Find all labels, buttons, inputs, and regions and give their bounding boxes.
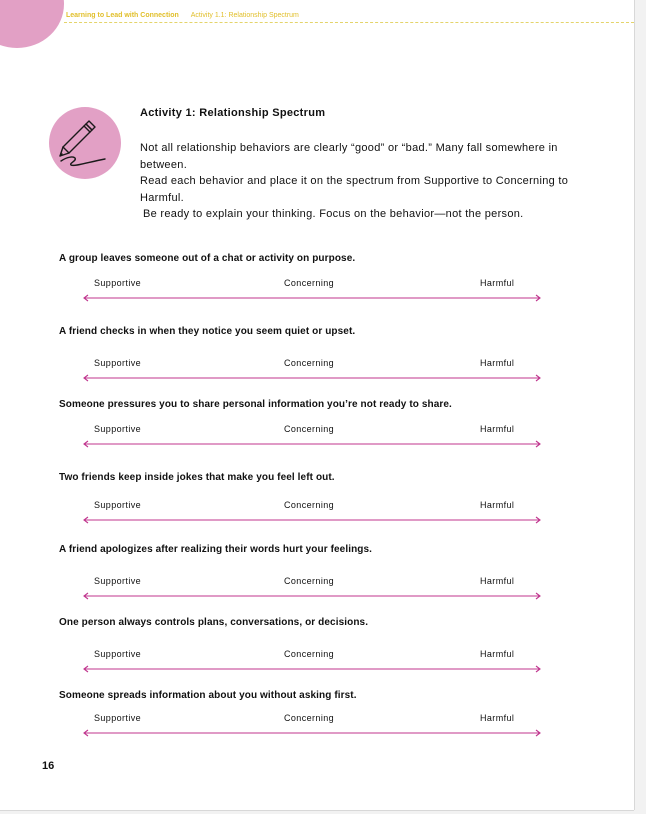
spectrum-line[interactable] — [82, 515, 542, 525]
label-harmful: Harmful — [480, 358, 515, 368]
label-harmful: Harmful — [480, 649, 515, 659]
label-supportive: Supportive — [94, 713, 142, 723]
label-supportive: Supportive — [94, 649, 142, 659]
page-number: 16 — [42, 760, 55, 772]
label-concerning: Concerning — [284, 358, 335, 368]
activity-title: Activity 1: Relationship Spectrum — [140, 107, 326, 119]
header-section: Learning to Lead with Connection — [66, 12, 179, 19]
label-concerning: Concerning — [284, 424, 335, 434]
behavior-statement: Someone pressures you to share personal information you’re not ready to share. — [59, 399, 452, 410]
label-harmful: Harmful — [480, 576, 515, 586]
spectrum-line[interactable] — [82, 373, 542, 383]
label-concerning: Concerning — [284, 649, 335, 659]
behavior-statement: A friend apologizes after realizing their words hurt your feelings. — [59, 544, 373, 555]
behavior-statement: One person always controls plans, conversations, or decisions. — [59, 617, 369, 628]
pencil-icon — [49, 107, 121, 179]
label-supportive: Supportive — [94, 500, 142, 510]
label-harmful: Harmful — [480, 424, 515, 434]
label-harmful: Harmful — [480, 278, 515, 288]
spectrum-line[interactable] — [82, 664, 542, 674]
label-harmful: Harmful — [480, 500, 515, 510]
label-supportive: Supportive — [94, 576, 142, 586]
label-concerning: Concerning — [284, 278, 335, 288]
behavior-statement: A friend checks in when they notice you seem quiet or upset. — [59, 326, 356, 337]
spectrum-line[interactable] — [82, 591, 542, 601]
label-concerning: Concerning — [284, 500, 335, 510]
label-supportive: Supportive — [94, 358, 142, 368]
spectrum-line[interactable] — [82, 439, 542, 449]
label-concerning: Concerning — [284, 576, 335, 586]
spectrum-line[interactable] — [82, 728, 542, 738]
header-rule — [64, 22, 634, 23]
label-harmful: Harmful — [480, 713, 515, 723]
activity-instructions — [140, 140, 580, 223]
behavior-statement: Two friends keep inside jokes that make you feel left out. — [59, 472, 335, 483]
instruction-line: Be ready to explain your thinking. Focus on the behavior—not the person. — [143, 208, 524, 220]
header-activity: Activity 1.1: Relationship Spectrum — [190, 12, 299, 19]
instruction-line: Read each behavior and place it on the spectrum from Supportive to Concerning to Harmful. — [140, 175, 569, 204]
label-supportive: Supportive — [94, 424, 142, 434]
instruction-line: Not all relationship behaviors are clearly “good” or “bad.” Many fall somewhere in between. — [140, 142, 558, 171]
behavior-statement: Someone spreads information about you without asking first. — [59, 690, 357, 701]
label-concerning: Concerning — [284, 713, 335, 723]
behavior-statement: A group leaves someone out of a chat or activity on purpose. — [59, 253, 356, 264]
spectrum-line[interactable] — [82, 293, 542, 303]
label-supportive: Supportive — [94, 278, 142, 288]
corner-decoration — [0, 0, 64, 48]
running-header — [66, 12, 299, 19]
